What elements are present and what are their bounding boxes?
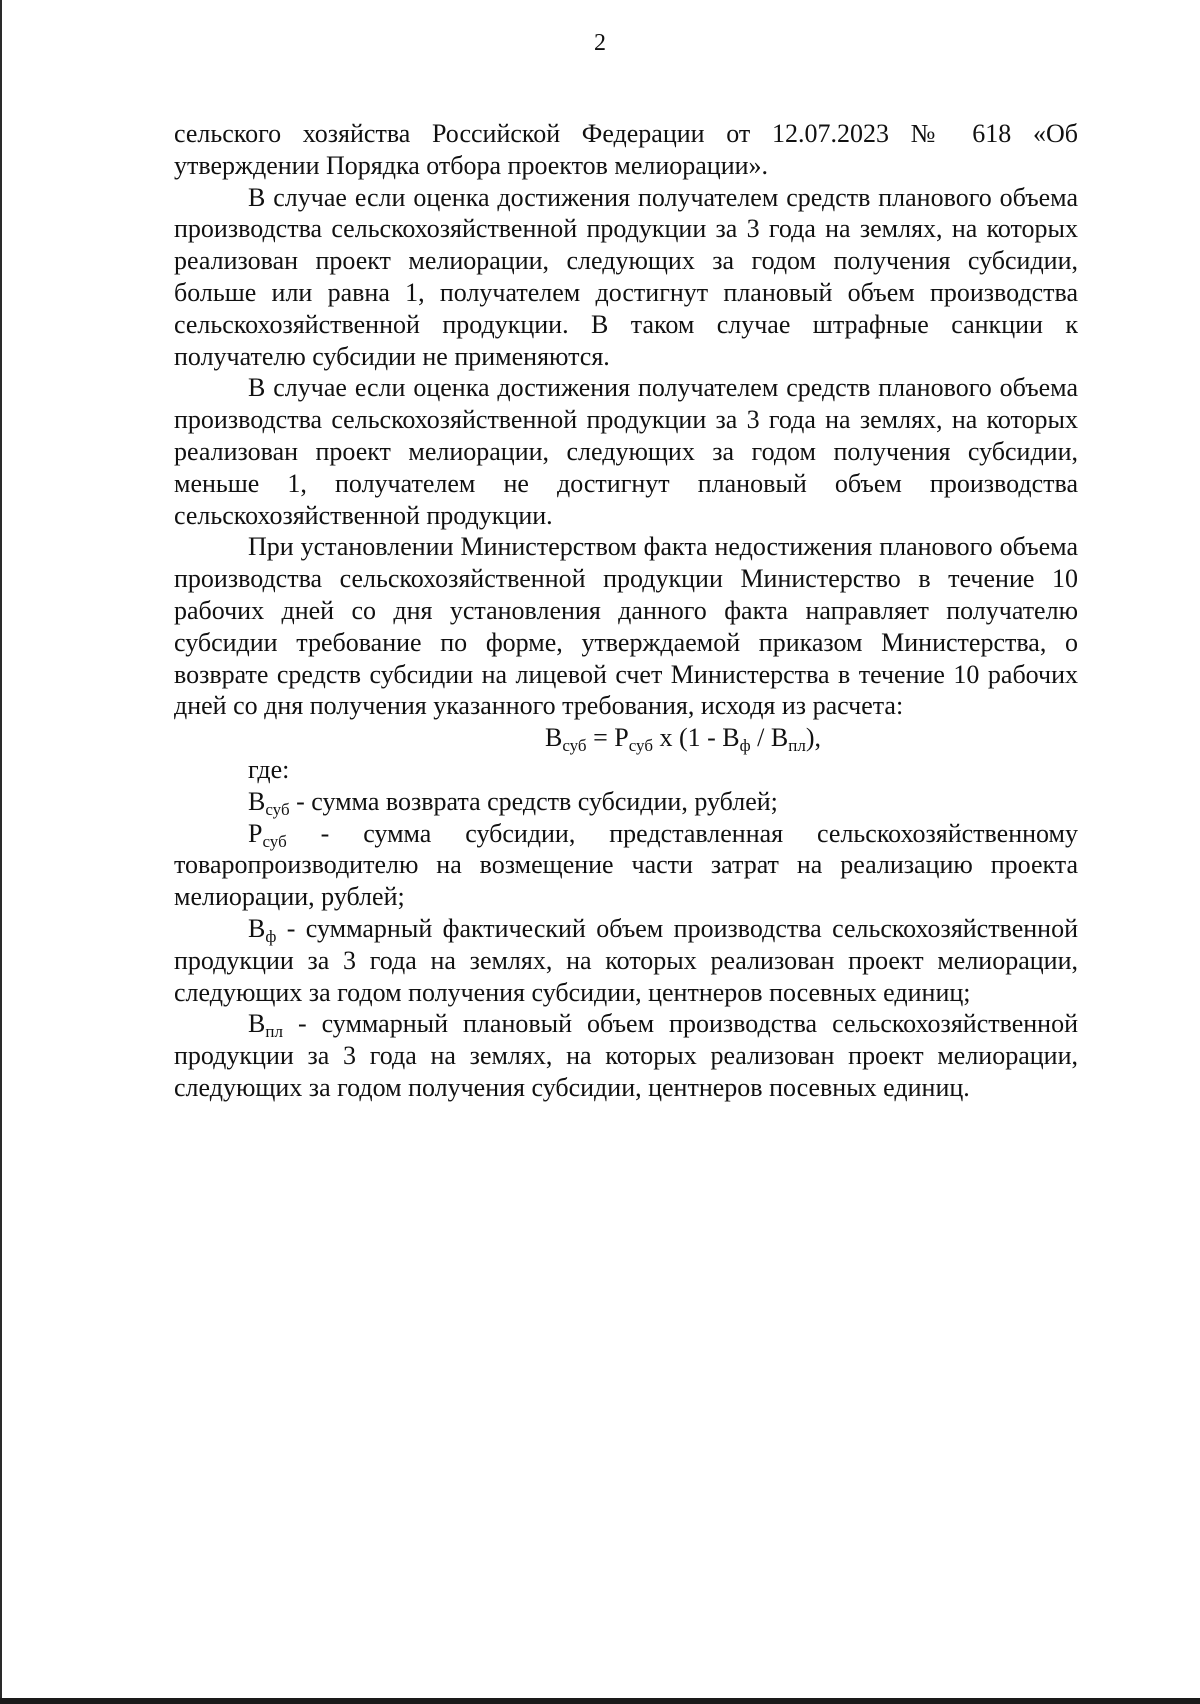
definition-text: - суммарный фактический объем производства сельскохозяйственной продукции за 3 года на землях, на которых реализован проект мелиорации, следующих за годом получения субсидии, центнеров посевных единиц; (174, 913, 1078, 1007)
formula-vpl: В (770, 723, 789, 753)
definition-subscript: пл (265, 1022, 283, 1042)
definition-text: - суммарный плановый объем производства сельскохозяйственной продукции за 3 года на землях, на которых реализован проект мелиорации, следующих за годом получения субсидии, центнеров посевных единиц. (174, 1009, 1078, 1102)
formula-slash: / (750, 723, 771, 753)
paragraph-refund-requirement: При установлении Министерством факта недостижения планового объема производства сельскохозяйственной продукции Министерство в течение 10 рабочих дней со дня установления данного факта направляет получателю субсидии требование по форме, утверждаемой приказом Министерства, о возврате средств субсидии на лицевой счет Министерства в течение 10 рабочих дней со дня получения указанного требования, исходя из расчета: (174, 532, 1078, 721)
definition-symbol: Р (248, 818, 263, 848)
formula-v-sub: суб (562, 736, 587, 756)
page-number: 2 (594, 30, 606, 56)
definition-r-sub (174, 818, 1078, 913)
definition-v-pl (174, 1008, 1078, 1103)
definition-text: - сумма возврата средств субсидии, рублей; (289, 786, 778, 816)
definition-subscript: суб (265, 799, 290, 819)
definition-subscript: суб (262, 831, 287, 851)
definition-symbol: В (248, 1009, 266, 1039)
document-body (174, 118, 1078, 1104)
where-label: где: (248, 754, 290, 784)
refund-formula (174, 722, 1078, 754)
formula-eq: = (586, 723, 615, 753)
formula-vf-sub: ф (739, 736, 751, 756)
formula-r-sub: суб (628, 736, 653, 756)
definition-symbol: В (248, 913, 266, 943)
scan-edge-bottom (0, 1698, 1200, 1704)
scan-edge-left (0, 0, 2, 1704)
definition-v-f (174, 913, 1078, 1008)
definition-text: - сумма субсидии, представленная сельскохозяйственному товаропроизводителю на возмещение части затрат на реализацию проекта мелиорации, рублей; (174, 818, 1078, 912)
paragraph-achieved: В случае если оценка достижения получателем средств планового объема производства сельскохозяйственной продукции за 3 года на землях, на которых реализован проект мелиорации, следующих за годом получения субсидии, больше или равна 1, получателем достигнут плановый объем производства сельскохозяйственной продукции. В таком случае штрафные санкции к получателю субсидии не применяются. (174, 182, 1078, 371)
formula-end: ), (805, 723, 821, 753)
formula-r: Р (614, 723, 629, 753)
definition-symbol: В (248, 786, 266, 816)
paragraph-continuation: сельского хозяйства Российской Федерации от 12.07.2023 № 618 «Об утверждении Порядка отбора проектов мелиорации». (174, 119, 1078, 180)
paragraph-not-achieved: В случае если оценка достижения получателем средств планового объема производства сельскохозяйственной продукции за 3 года на землях, на которых реализован проект мелиорации, следующих за годом получения субсидии, меньше 1, получателем не достигнут плановый объем производства сельскохозяйственной продукции. (174, 373, 1078, 530)
formula-v: В (544, 723, 563, 753)
definition-subscript: ф (265, 926, 277, 946)
formula-vpl-sub: пл (788, 736, 806, 756)
formula-mid: х (1 - (652, 723, 723, 753)
definition-v-sub (174, 786, 1078, 818)
formula-vf: В (722, 723, 740, 753)
